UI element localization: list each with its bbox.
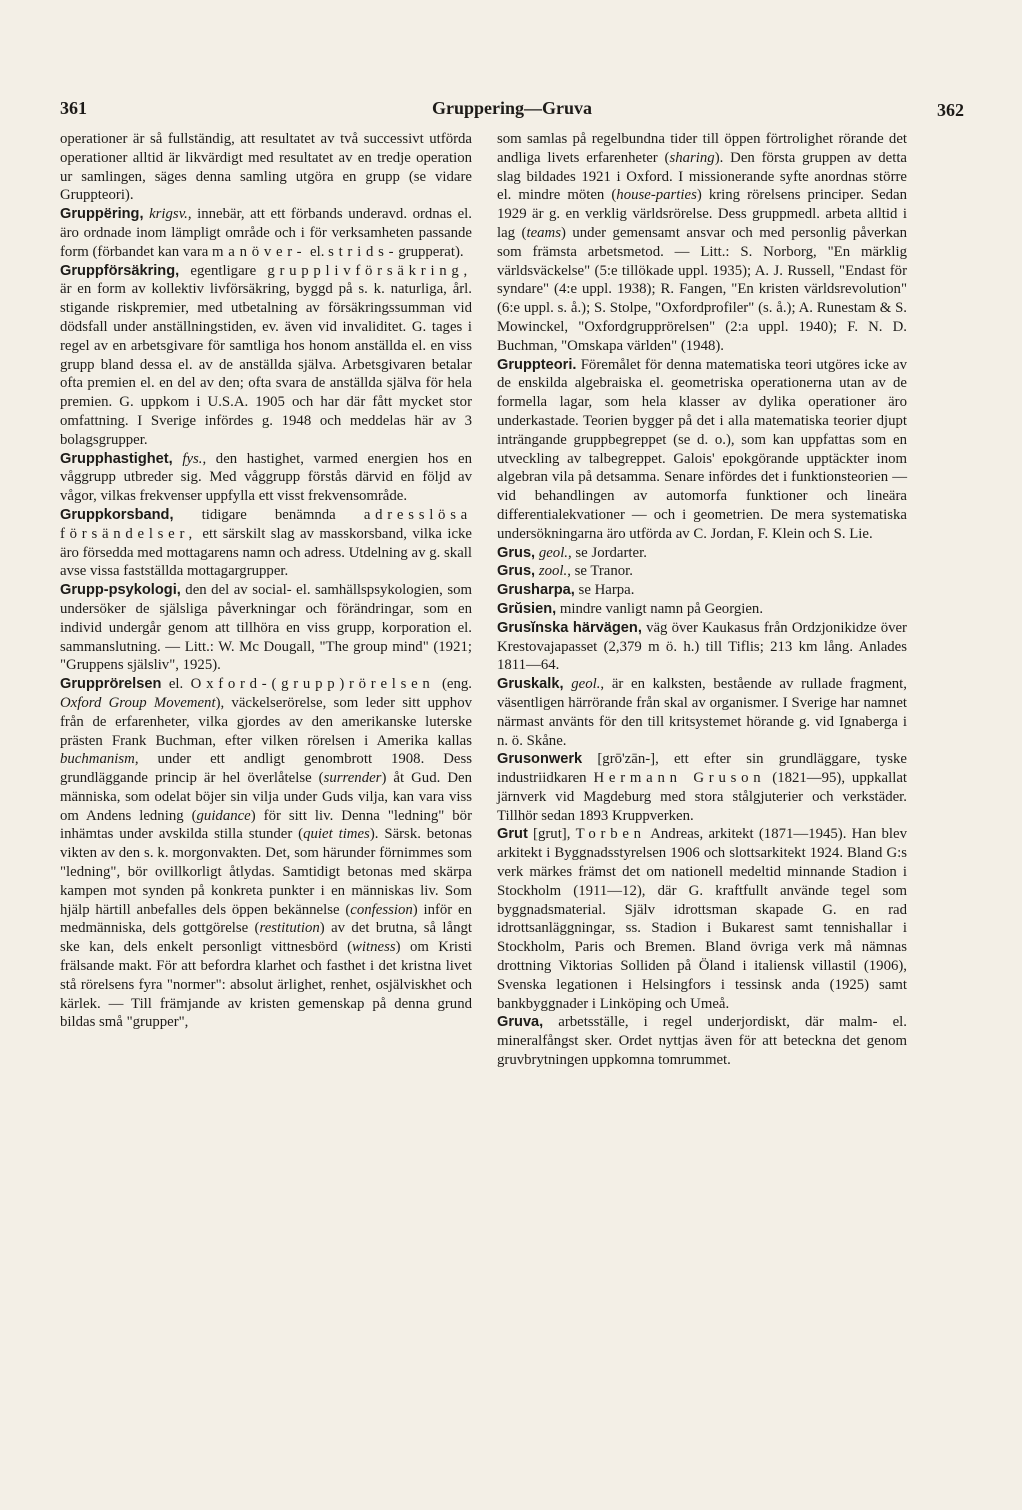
entry-grusharpa: Grusharpa, se Harpa. <box>497 582 635 599</box>
entry-gruskalk: Gruskalk, geol., är en kalksten, bestående av rullade fragment, väsentligen härrörande från skal av organismer. I Sverige har namnet närmast använts för den till kritsystemet hörande g. vid Ignaberga i n. ö. Skåne. <box>497 676 907 749</box>
entry-gruppkorsband: Gruppkorsband, tidigare benämnda adresslösa försändelser, ett särskilt slag av masskorsband, vilka icke äro försedda med mottagarens namn och adress. Utdelning av g. skall avse vissa fastställda mottagargrupper. <box>60 506 472 580</box>
entry-grus-geol: Grus, geol., se Jordarter. <box>497 544 647 561</box>
entry-grupprorelsen-continued: som samlas på regelbundna tider till öppen förtrolighet rörande det andliga livets erfarenheter (sharing). Den första gruppen av detta slag bildades 1921 i Oxford. I missionerande syfte anordnas större el. mindre möten (house-parties) kring rörelsens principer. Sedan 1929 är g. en verklig världsrörelse. Dess gruppmedl. arbeta alltid i lag (teams) under gemensamt ansvar och med personlig påverkan som främsta arbetsmetod. — Litt.: S. Norborg, "En märklig världsväckelse" (5:e tillökade uppl. 1935); A. J. Russell, "Endast för syndare" (4:e uppl. 1938); R. Fangen, "En kristen världsrevolution" (6:e uppl. s. å.); S. Stolpe, "Oxfordprofiler" (s. å.); A. Runestam & S. Mowinckel, "Oxfordgrupprörelsen" (2:a uppl. 1940); F. N. D. Buchman, "Omskapa världen" (1948). <box>497 131 907 354</box>
entry-grusonwerk: Grusonwerk [grō'zān-], ett efter sin grundläggare, tyske industriidkaren Hermann Gruson (1821—95), uppkallat järnverk vid Magdeburg med stora stålgjuterier och verkstäder. Tillhör sedan 1893 Kruppverken. <box>497 751 907 824</box>
headword: Grus, <box>497 563 536 580</box>
page-number-right: 362 <box>937 100 964 120</box>
entry-grus-zool: Grus, zool., se Tranor. <box>497 563 633 580</box>
entry-grupphastighet: Grupphastighet, fys., den hastighet, varmed energien hos en våggrupp utbreder sig. Med våggrupp förstås därvid en följd av vågor, vilkas frekvenser uppfylla ett visst frekvensområde. <box>60 450 472 505</box>
headword: Gruppförsäkring, <box>60 262 180 279</box>
headword: Grupprörelsen <box>60 676 162 693</box>
headword: Grupphastighet, <box>60 450 173 467</box>
headword: Gruppkorsband, <box>60 506 174 523</box>
running-title: Gruppering—Gruva <box>431 98 592 118</box>
entry-grusinska-harvagen: Grusĭnska härvägen, väg över Kaukasus från Ordzjonikidze över Krestovajapasset (2,379 m ö. h.) till Tiflis; 213 km lång. Anlades 1811—64. <box>497 619 907 674</box>
headword: Gruppteori. <box>497 356 577 373</box>
headword: Grus, <box>497 544 536 561</box>
entry-gruppforsakring: Gruppförsäkring, egentligare grupplivförsäkring, är en form av kollektiv livförsäkring, byggd på s. k. naturliga, årl. stigande riskpremier, med utbetalning av försäkringssumman vid dödsfall under anställningstiden, ev. även vid invaliditet. G. tages i regel av en arbetsgivare för samtliga hos honom anställda el. en viss grupp bland dessa el. av de anställda själva. Arbetsgivaren betalar ofta premien el. en del av den; ofta svara de anställda själva för hela premien. G. uppkom i U.S.A. 1905 och har där fått mycket stor omfattning. I Sverige infördes g. 1948 och meddelas här av 3 bolagsgrupper. <box>60 262 472 448</box>
entry-gruppteori: Gruppteori. Föremålet för denna matematiska teori utgöres icke av de enskilda algebraiska el. geometriska operationerna utan av de formella lagar, som hela klasser av dylika operationer äro underkastade. Teorien bygger på det i alla matematiska teorier djupt inträngande gruppbegreppet (se d. o.), som kan uppfattas som en utveckling av talbegreppet. Galois' epokgörande upptäckter inom algebran vila på detsamma. Senare infördes det i funktionsteorien — vid behandlingen av automorfa funktioner och lineära differentialekvationer — och i geometrien. De mera systematiska undersökningarna äro utförda av C. Jordan, F. Klein och S. Lie. <box>497 356 907 542</box>
entry-gruppering: Gruppëring, krigsv., innebär, att ett förbands underavd. ordnas el. äro ordnade inom lämpligt område och i för verksamheten passande form (förbandet kan vara manöver- el. strids-grupperat). <box>60 206 472 260</box>
headword: Grusonwerk <box>497 751 583 768</box>
entry-grut: Grut [grut], Torben Andreas, arkitekt (1871—1945). Han blev arkitekt i Byggnadsstyrelsen 1906 och slottsarkitekt 1924. Bland G:s verk märkes främst det om nationell medeltid minnande Stadion i Stockholm (1911—12), där G. kraftfullt använde tegel som byggnadsmaterial. Själv idrottsman skapade G. en rad idrottsanläggningar, ss. Stadion i Bukarest samt tennishallar i Stockholm, Paris och Bremen. Bland övriga verk må nämnas drottning Viktorias Solliden på Öland i italiensk villastil (1906), Svenska legationen i Helsingfors i tessinsk anda (1925) samt bankbyggnader i Linköping och Umeå. <box>497 826 907 1012</box>
headword: Grut <box>497 826 528 843</box>
entry-grupprorelsen: Grupprörelsen el. Oxford-(grupp)rörelsen (eng. Oxford Group Movement), väckelserörelse, som leder sitt upphov från de erfarenheter, vilka gjordes av den amerikanske luterske prästen Frank Buchman, efter vilken rörelsen i Amerika kallas buchmanism, under ett andligt genombrott 1908. Dess grundläggande princip är hel överlåtelse (surrender) åt Gud. Den människa, som odelat böjer sin vilja under Guds vilja, kan vara viss om Andens ledning (guidance) för sitt liv. Denna "ledning" bör inhämtas under avskilda stilla stunder (quiet times). Särsk. betonas vikten av den s. k. morgonvakten. Det, som härunder förnimmes som "ledning", bör ovillkorligt åtlydas. Samtidigt betonas med skärpa kampen mot synden på konkreta punkter i en människas liv. Som hjälp härtill anbefalles dels öppen bekännelse (confession) inför en medmänniska, dels gottgörelse (restitution) av det brutna, så långt ske kan, dels enkelt personligt vittnesbörd (witness) om Kristi frälsande makt. För att befordra klarhet och fasthet i det kristna livet stå rörelsens fyra "normer": absolut ärlighet, renhet, osjälviskhet och kärlek. — Till främjande av kristen gemenskap på denna grund bildas små "grupper", <box>60 676 473 1031</box>
right-column <box>497 130 907 1070</box>
entry-grusien: Grŭsien, mindre vanligt namn på Georgien. <box>497 600 764 617</box>
entry-grupp-psykologi: Grupp-psykologi, den del av social- el. samhällspsykologien, som undersöker de själsliga påverkningar och förändringar, som en individ undergår genom att tillhöra en viss grupp, korporation el. sammanslutning. — Litt.: W. Mc Dougall, "The group mind" (1921; "Gruppens själsliv", 1925). <box>60 582 472 674</box>
entry-gruva: Gruva, arbetsställe, i regel underjordiskt, där malm- el. mineralfångst sker. Ordet nyttjas även för att beteckna det genom gruvbrytningen uppkomna tomrummet. <box>497 1014 907 1069</box>
headword: Grusharpa, <box>497 582 575 599</box>
headword: Grŭsien, <box>497 600 557 617</box>
page-number-left: 361 <box>60 98 87 118</box>
left-column <box>60 130 472 1032</box>
headword: Gruppëring, <box>60 206 144 223</box>
headword: Grupp-psykologi, <box>60 582 181 599</box>
headword: Grusĭnska härvägen, <box>497 619 642 636</box>
page-header <box>60 98 964 124</box>
entry-continued: operationer är så fullständig, att resultatet av två successivt utförda operationer alltid är likvärdigt med resultatet av en tredje operation ur samlingen, säges denna samling utgöra en grupp (se vidare Gruppteori). <box>60 131 472 204</box>
headword: Gruskalk, <box>497 676 564 693</box>
headword: Gruva, <box>497 1014 544 1031</box>
